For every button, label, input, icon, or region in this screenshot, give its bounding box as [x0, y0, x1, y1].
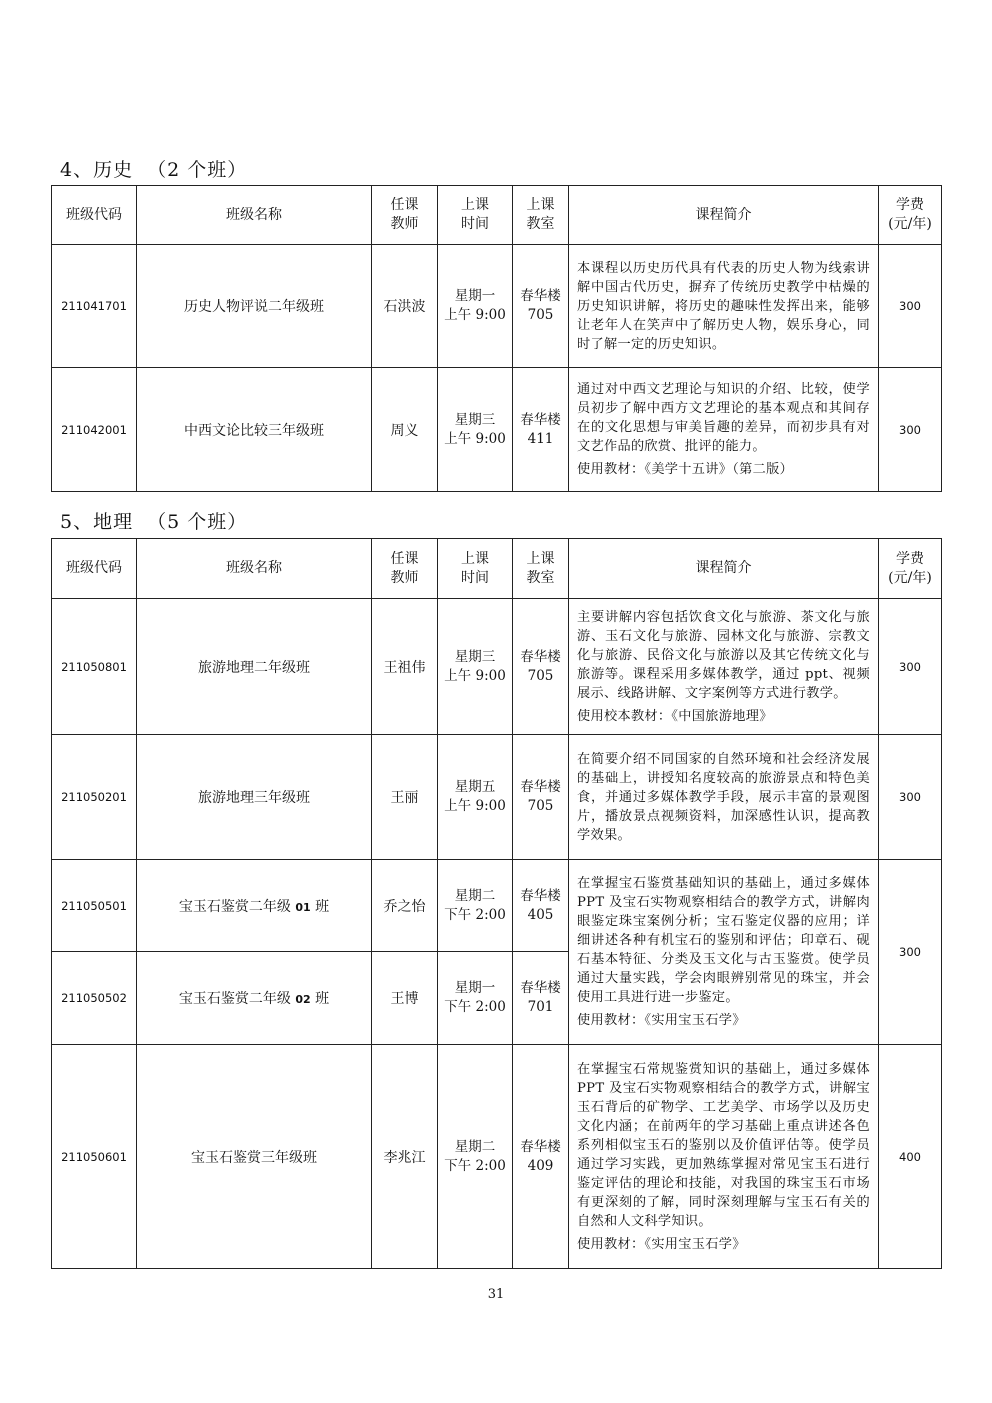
tuition-fee: 300	[879, 368, 942, 492]
textbook-note: 使用校本教材：《中国旅游地理》	[577, 708, 773, 724]
teacher-name: 乔之怡	[372, 860, 438, 952]
room-building: 春华楼	[520, 648, 561, 665]
room-number: 405	[527, 906, 554, 923]
header-teacher: 任课 教师	[372, 186, 438, 245]
class-hour: 上午 9:00	[444, 307, 506, 323]
class-name-suffix: 班	[310, 898, 330, 915]
room-building: 春华楼	[520, 1138, 561, 1155]
class-name: 旅游地理二年级班	[137, 599, 372, 735]
class-day: 星期二	[454, 887, 496, 904]
course-description	[569, 860, 879, 1045]
header-room: 上课 教室	[513, 539, 569, 599]
class-name: 历史人物评说二年级班	[137, 245, 372, 368]
room-building: 春华楼	[520, 887, 561, 904]
header-time: 上课 时间	[438, 186, 513, 245]
class-time	[438, 952, 513, 1045]
header-description: 课程简介	[569, 186, 879, 245]
course-description	[569, 245, 879, 368]
class-name: 中西文论比较三年级班	[137, 368, 372, 492]
header-time: 上课 时间	[438, 539, 513, 599]
section-heading: 5、地理	[60, 511, 134, 533]
table-row	[52, 368, 942, 492]
class-name: 旅游地理三年级班	[137, 735, 372, 860]
teacher-name: 李兆江	[372, 1045, 438, 1269]
class-day: 星期三	[454, 411, 496, 428]
teacher-name: 王博	[372, 952, 438, 1045]
class-name: 宝玉石鉴赏三年级班	[137, 1045, 372, 1269]
teacher-name: 石洪波	[372, 245, 438, 368]
table-header-row	[52, 539, 942, 599]
description-text: 在简要介绍不同国家的自然环境和社会经济发展的基础上，讲授知名度较高的旅游景点和特色美食，并通过多媒体教学手段，展示丰富的景观图片，播放景点视频资料，加深感性认识，提高教学效果。	[577, 751, 870, 843]
class-hour: 下午 2:00	[444, 999, 506, 1015]
class-room	[513, 1045, 569, 1269]
class-time	[438, 735, 513, 860]
table-row	[52, 245, 942, 368]
textbook-note: 使用教材：《实用宝玉石学》	[577, 1236, 746, 1252]
header-class-code: 班级代码	[52, 539, 137, 599]
class-name-text: 宝玉石鉴赏二年级	[178, 898, 296, 915]
class-code: 211050501	[52, 860, 137, 952]
class-day: 星期二	[454, 1138, 496, 1155]
section-class-count: （2 个班）	[147, 159, 248, 181]
class-day: 星期一	[454, 980, 496, 996]
class-time	[438, 368, 513, 492]
section-title-geography	[60, 507, 247, 534]
header-class-name: 班级名称	[137, 186, 372, 245]
room-building: 春华楼	[520, 980, 561, 996]
table-header-row	[52, 186, 942, 245]
geography-course-table	[51, 538, 942, 1269]
class-number: 02	[295, 993, 311, 1006]
class-room	[513, 952, 569, 1045]
class-day: 星期一	[454, 288, 496, 304]
class-room	[513, 245, 569, 368]
header-class-code: 班级代码	[52, 186, 137, 245]
header-teacher: 任课 教师	[372, 539, 438, 599]
description-text: 本课程以历史历代具有代表的历史人物为线索讲解中国古代历史，摒弃了传统历史教学中枯燥的历史知识讲解，将历史的趣味性发挥出来，能够让老年人在笑声中了解历史人物，娱乐身心，同时了解一定的历史知识。	[577, 260, 870, 352]
course-description	[569, 1045, 879, 1269]
room-number: 701	[527, 999, 554, 1015]
table-row	[52, 1045, 942, 1269]
table-row	[52, 599, 942, 735]
class-room	[513, 860, 569, 952]
header-fee: 学费 (元/年)	[879, 186, 942, 245]
textbook-note: 使用教材：《美学十五讲》（第二版）	[577, 462, 794, 477]
room-number: 411	[527, 430, 554, 447]
room-building: 春华楼	[520, 779, 561, 795]
class-hour: 上午 9:00	[444, 798, 506, 814]
section-heading: 4、历史	[60, 159, 134, 181]
class-name-text: 宝玉石鉴赏二年级	[178, 991, 296, 1007]
class-code: 211042001	[52, 368, 137, 492]
class-hour: 上午 9:00	[444, 430, 506, 447]
class-time	[438, 1045, 513, 1269]
table-row	[52, 735, 942, 860]
room-number: 705	[527, 307, 554, 323]
table-row	[52, 860, 942, 952]
page-number: 31	[487, 1287, 505, 1302]
room-building: 春华楼	[520, 288, 561, 304]
class-code: 211050601	[52, 1045, 137, 1269]
room-number: 409	[527, 1157, 554, 1174]
textbook-note: 使用教材：《实用宝玉石学》	[577, 1013, 746, 1028]
header-room: 上课 教室	[513, 186, 569, 245]
class-name-suffix: 班	[310, 991, 330, 1007]
tuition-fee: 300	[879, 245, 942, 368]
class-number: 01	[295, 900, 311, 914]
history-course-table	[51, 185, 942, 492]
class-code: 211050502	[52, 952, 137, 1045]
class-code: 211050201	[52, 735, 137, 860]
class-room	[513, 735, 569, 860]
header-class-name: 班级名称	[137, 539, 372, 599]
description-text: 在掌握宝石常规鉴赏知识的基础上，通过多媒体 PPT 及宝石实物观察相结合的教学方式，讲解宝玉石背后的矿物学、工艺美学、市场学以及历史文化内涵；在前两年的学习基础上重点讲述各色系列相似宝玉石的鉴别以及价值评估等。使学员通过学习实践，更加熟练掌握对常见宝玉石进行鉴定评估的理论和技能，对我国的珠宝玉石市场有更深刻的了解，同时深刻理解与宝玉石有关的自然和人文科学知识。	[577, 1061, 870, 1229]
class-day: 星期五	[454, 779, 496, 795]
course-description	[569, 599, 879, 735]
class-room	[513, 368, 569, 492]
class-time	[438, 245, 513, 368]
description-text: 在掌握宝石鉴赏基础知识的基础上，通过多媒体 PPT 及宝石实物观察相结合的教学方式，讲解肉眼鉴定珠宝案例分析；宝石鉴定仪器的应用；详细讲述各种有机宝石的鉴别和评估；印章石、砚石基本特征、分类及玉文化与古玉鉴赏。使学员通过大量实践，学会肉眼辨别常见的珠宝，并会使用工具进行进一步鉴定。	[577, 876, 870, 1005]
header-fee: 学费 (元/年)	[879, 539, 942, 599]
tuition-fee: 400	[879, 1045, 942, 1269]
section-title-history	[60, 155, 247, 182]
tuition-fee: 300	[879, 599, 942, 735]
teacher-name: 周义	[372, 368, 438, 492]
section-class-count: （5 个班）	[147, 511, 248, 533]
class-time	[438, 599, 513, 735]
room-building: 春华楼	[520, 411, 561, 428]
class-hour: 下午 2:00	[444, 1157, 506, 1174]
teacher-name: 王祖伟	[372, 599, 438, 735]
class-name	[137, 860, 372, 952]
description-text: 主要讲解内容包括饮食文化与旅游、茶文化与旅游、玉石文化与旅游、园林文化与旅游、宗教文化与旅游、民俗文化与旅游以及其它传统文化与旅游等。课程采用多媒体教学，通过 ppt、视频展示、线路讲解、文字案例等方式进行教学。	[577, 609, 870, 701]
header-description: 课程简介	[569, 539, 879, 599]
class-code: 211041701	[52, 245, 137, 368]
class-code: 211050801	[52, 599, 137, 735]
course-description	[569, 735, 879, 860]
course-description	[569, 368, 879, 492]
teacher-name: 王丽	[372, 735, 438, 860]
tuition-fee: 300	[879, 735, 942, 860]
room-number: 705	[527, 798, 554, 814]
class-day: 星期三	[454, 648, 496, 665]
class-name	[137, 952, 372, 1045]
class-hour: 上午 9:00	[444, 667, 506, 684]
class-time	[438, 860, 513, 952]
tuition-fee: 300	[879, 860, 942, 1045]
room-number: 705	[527, 667, 554, 684]
class-room	[513, 599, 569, 735]
description-text: 通过对中西文艺理论与知识的介绍、比较，使学员初步了解中西方文艺理论的基本观点和其间存在的文化思想与审美旨趣的差异，而初步具有对文艺作品的欣赏、批评的能力。	[577, 382, 870, 454]
class-hour: 下午 2:00	[444, 906, 506, 923]
